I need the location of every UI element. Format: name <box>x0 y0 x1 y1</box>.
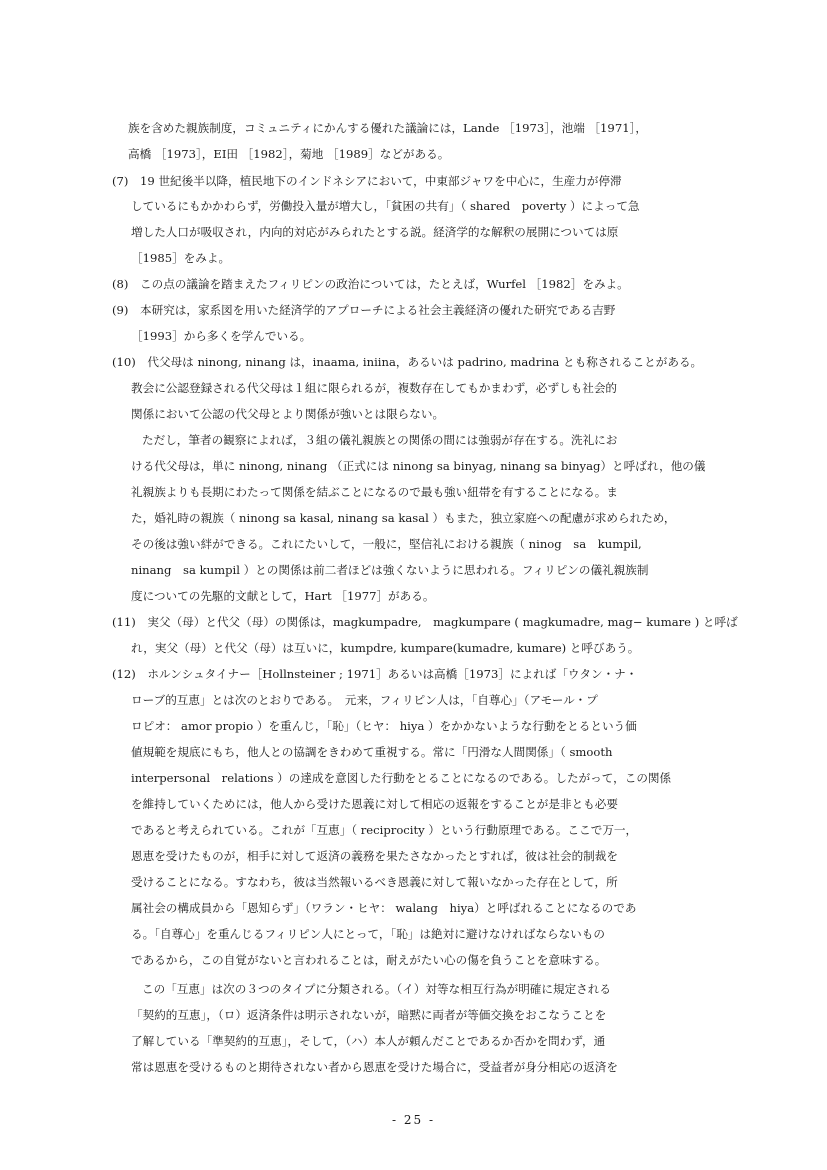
note-12-line-8: 恩恵を受けたものが，相手に対して返済の義務を果たさなかったとすれば，彼は社会的制裁を <box>131 849 618 863</box>
note-12-line-15: 了解している「準契約的互恵」，そして，（ハ）本人が頼んだことであるか否かを問わず，通 <box>131 1034 606 1048</box>
text-line-1: 族を含めた親族制度，コミュニティにかんする優れた議論には，Lande ［1973］，池端 ［1971］， <box>128 121 647 135</box>
note-10-line-1: (10) 代父母は ninong, ninang は，inaama, iniina，あるいは padrino, madrina とも称されることがある。 <box>112 355 703 369</box>
note-10-line-2: 教会に公認登録される代父母は１組に限られるが，複数存在してもかまわず，必ずしも社会的 <box>131 381 618 395</box>
note-7-line-2: しているにもかかわらず，労働投入量が増大し，「貧困の共有」（ shared poverty ）によって急 <box>131 199 640 213</box>
note-12-line-13: この「互恵」は次の３つのタイプに分類される。（イ）対等な相互行為が明確に規定される <box>142 982 611 996</box>
page-number: - 25 - <box>391 1113 435 1127</box>
text-line-2: 高橋 ［1973］，EI田 ［1982］，菊地 ［1989］などがある。 <box>128 147 450 161</box>
note-12-line-2: ローブ的互恵」とは次のとおりである。 元来，フィリピン人は，「自尊心」（アモール・プ <box>131 693 598 707</box>
note-12-line-7: であると考えられている。これが「互恵」（ reciprocity ）という行動原理である。ここで万一， <box>131 823 638 837</box>
note-12-line-9: 受けることになる。すなわち，彼は当然報いるべき恩義に対して報いなかった存在として，所 <box>131 875 618 889</box>
note-10-line-5: ける代父母は，単に ninong, ninang （正式には ninong sa binyag, ninang sa binyag）と呼ばれ，他の儀 <box>131 459 706 473</box>
note-12-line-5: interpersonal relations ）の達成を意図した行動をとることになるのである。したがって，この関係 <box>131 771 672 785</box>
note-10-line-3: 関係において公認の代父母とより関係が強いとは限らない。 <box>131 407 445 421</box>
note-12-line-14: 「契約的互恵」，（ロ）返済条件は明示されないが，暗黙に両者が等価交換をおこなうことを <box>131 1008 607 1022</box>
note-10-line-8: その後は強い絆ができる。これにたいして，一般に，堅信礼における親族（ ninog sa kumpil, <box>131 537 642 551</box>
note-11-line-1: (11) 実父（母）と代父（母）の関係は，magkumpadre, magkumpare ( magkumadre, mag− kumare ) と呼ば <box>112 615 738 629</box>
note-11-line-2: れ，実父（母）と代父（母）は互いに，kumpdre, kumpare(kumadre, kumare) と呼びあう。 <box>131 641 640 655</box>
note-7-line-3: 増した人口が吸収され，内向的対応がみられたとする説。経済学的な解釈の展開については原 <box>131 225 619 239</box>
note-12-line-11: る。「自尊心」を重んじるフィリピン人にとって，「恥」は絶対に避けなければならないもの <box>131 927 605 941</box>
note-12-line-4: 値規範を規底にもち，他人との協調をきわめて重視する。常に「円滑な人間関係」（ smooth <box>131 745 613 759</box>
note-12-line-16: 常は恩恵を受けるものと期待されない者から恩恵を受けた場合に，受益者が身分相応の返済を <box>131 1060 618 1074</box>
note-8-line-1: (8) この点の議論を踏まえたフィリピンの政治については，たとえば，Wurfel ［1982］をみよ。 <box>112 277 629 291</box>
note-10-line-9: ninang sa kumpil ）との関係は前二者ほどは強くないように思われる。フィリピンの儀礼親族制 <box>131 563 649 577</box>
note-10-line-10: 度についての先駆的文献として，Hart ［1977］がある。 <box>131 589 435 603</box>
note-12-line-3: ロピオ： amor propio ）を重んじ，「恥」（ヒヤ： hiya ）をかかないような行動をとるという価 <box>131 719 637 733</box>
note-12-line-1: (12) ホルンシュタイナー［Hollnsteiner ; 1971］あるいは高橋［1973］によれば「ウタン・ナ・ <box>112 667 638 681</box>
note-9-line-1: (9) 本研究は，家系図を用いた経済学的アプローチによる社会主義経済の優れた研究である吉野 <box>112 303 616 317</box>
note-12-line-12: であるから，この自覚がないと言われることは，耐えがたい心の傷を負うことを意味する。 <box>131 953 607 967</box>
note-10-line-4: ただし，筆者の観察によれば，３組の儀礼親族との関係の間には強弱が存在する。洗礼にお <box>142 433 618 447</box>
note-9-line-2: ［1993］から多くを学んでいる。 <box>131 329 312 343</box>
note-10-line-6: 礼親族よりも長期にわたって関係を結ぶことになるので最も強い紐帯を有することになる。ま <box>131 485 618 499</box>
note-10-line-7: た，婚礼時の親族（ ninong sa kasal, ninang sa kasal ）もまた，独立家庭への配慮が求められため， <box>131 511 676 525</box>
note-12-line-6: を維持していくためには，他人から受けた恩義に対して相応の返報をすることが是非とも必要 <box>131 797 618 811</box>
note-12-line-10: 属社会の構成員から「恩知らず」（ワラン・ヒヤ： walang hiya）と呼ばれることになるのであ <box>131 901 637 915</box>
note-7-line-4: ［1985］をみよ。 <box>131 251 231 265</box>
note-7-line-1: (7) 19 世紀後半以降，植民地下のインドネシアにおいて，中東部ジャワを中心に，生産力が停滞 <box>112 174 622 188</box>
